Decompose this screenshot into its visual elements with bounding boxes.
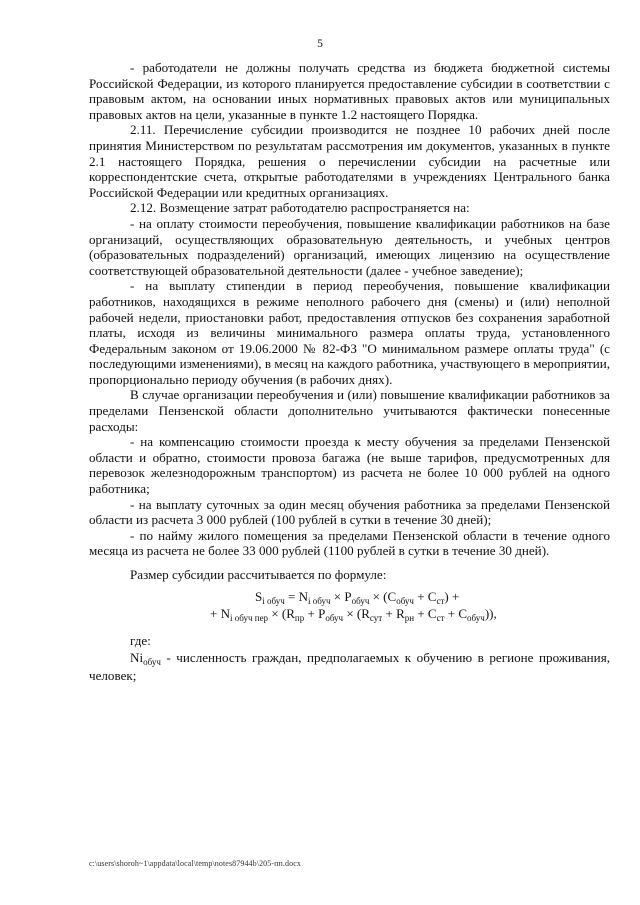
paragraph-daily-allowance: - на выплату суточных за один месяц обучения работника за пределами Пензенской области из расчета 3 000 рублей (100 рублей в сутки в течение 30 дней);	[89, 496, 610, 528]
paragraph-formula-intro: Размер субсидии рассчитывается по формуле:	[130, 567, 387, 582]
paragraph-employer-condition: - работодатели не должны получать средства из бюджета бюджетной системы Российской Федерации, из которого планируется предоставление субсидии в соответствии с правовым актом, на основании иных нормативных правовых актов или муниципальных правовых актов на цели, указанные в пункте 1.2 настоящего Порядка.	[89, 60, 610, 122]
paragraph-training-cost: - на оплату стоимости переобучения, повышение квалификации работников на базе организаций, осуществляющих образовательную деятельность, и учебных центров (образовательных подразделений) организаций, имеющих лицензию на осуществление соответствующей образовательной деятельности (далее - учебное заведение);	[89, 215, 610, 278]
paragraph-ni-definition: $Ni_{обуч}$ - численность граждан, предполагаемых к обучению в регионе проживания, человек;	[89, 650, 610, 683]
page-number: 5	[317, 38, 323, 50]
paragraph-travel-compensation: - на компенсацию стоимости проезда к месту обучения за пределами Пензенской области и обратно, стоимости провоза багажа (не выше тарифов, предусмотренных для перевозок железнодорожным транспортом) из расчета не более 10 000 рублей на одного работника;	[89, 434, 610, 497]
paragraph-2-12: 2.12. Возмещение затрат работодателю распространяется на:	[130, 200, 470, 216]
document-body	[89, 60, 610, 683]
formula-line-2: + $N_{i обуч пер} \times (R_{пр} + P_{обуч} \times (R_{сут} + R_{рн} + C_{ст} + C_{обуч}))$,	[210, 605, 497, 623]
paragraph-outside-region: В случае организации переобучения и (или) повышение квалификации работников за пределами Пензенской области дополнительно учитываются фактически понесенные расходы:	[89, 387, 610, 434]
footer-file-path: c:\users\shoroh~1\appdata\local\temp\notes87944b\205-пп.docx	[89, 859, 301, 868]
paragraph-where: где:	[130, 632, 151, 648]
formula-line-1: $S_{i обуч} = N_{i обуч} \times P_{обуч} \times (C_{обуч} + C_{ст})$ +	[255, 588, 460, 606]
paragraph-stipend: - на выплату стипендии в период переобучения, повышение квалификации работников, находящихся в режиме неполного рабочего дня (смены) и (или) неполной рабочей недели, приостановки работ, предоставления отпусков без сохранения заработной платы, исходя из величины минимального размера оплаты труда, установленного Федеральным законом от 19.06.2000 № 82-ФЗ "О минимальном размере оплаты труда" (с последующими изменениями), в месяц на каждого работника, участвующего в мероприятии, пропорционально периоду обучения (в рабочих днях).	[89, 278, 610, 387]
paragraph-housing: - по найму жилого помещения за пределами Пензенской области в течение одного месяца из расчета не более 33 000 рублей (1100 рублей в сутки в течение 30 дней).	[89, 527, 610, 559]
paragraph-2-11: 2.11. Перечисление субсидии производится не позднее 10 рабочих дней после принятия Министерством по результатам рассмотрения им документов, указанных в пункте 2.1 настоящего Порядка, решения о перечислении субсидии на расчетные или корреспондентские счета, открытые работодателями в учреждениях Центрального банка Российской Федерации или кредитных организациях.	[89, 122, 610, 200]
